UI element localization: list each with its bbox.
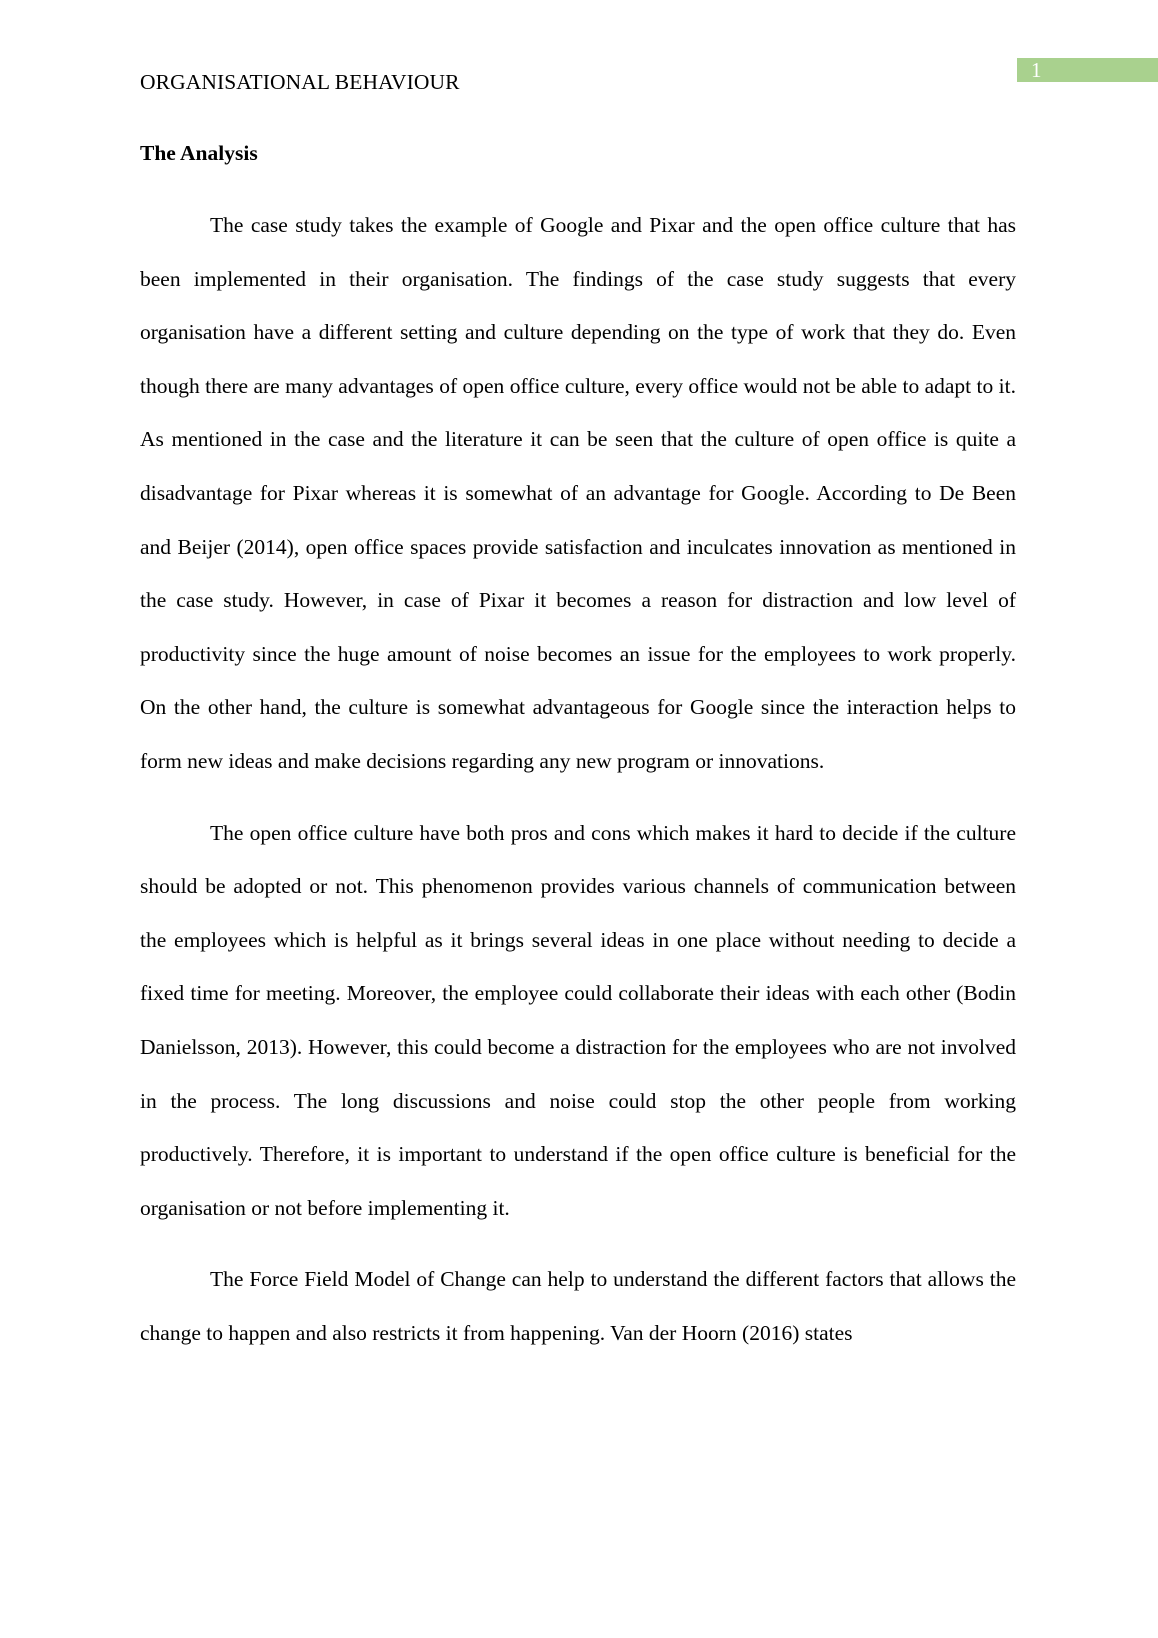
- paragraph-3: The Force Field Model of Change can help to understand the different factors that allows the change to happen and also restricts it from happening. Van der Hoorn (2016) states: [140, 1267, 1016, 1345]
- section-heading: The Analysis: [140, 141, 258, 165]
- page-number: 1: [1031, 58, 1042, 82]
- paragraph-1: The case study takes the example of Google and Pixar and the open office culture that has been implemented in their organisation. The findings of the case study suggests that every organisation have a different setting and culture depending on the type of work that they do. Even though there are many advantages of open office culture, every office would not be able to adapt to it. As mentioned in the case and the literature it can be seen that the culture of open office is quite a disadvantage for Pixar whereas it is somewhat of an advantage for Google. According to De Been and Beijer (2014), open office spaces provide satisfaction and inculcates innovation as mentioned in the case study. However, in case of Pixar it becomes a reason for distraction and low level of productivity since the huge amount of noise becomes an issue for the employees to work properly. On the other hand, the culture is somewhat advantageous for Google since the interaction helps to form new ideas and make decisions regarding any new program or innovations.: [140, 213, 1016, 773]
- page-number-tab: [1017, 58, 1158, 82]
- running-head: ORGANISATIONAL BEHAVIOUR: [140, 70, 460, 94]
- paragraph-2: The open office culture have both pros and cons which makes it hard to decide if the culture should be adopted or not. This phenomenon provides various channels of communication between the employees which is helpful as it brings several ideas in one place without needing to decide a fixed time for meeting. Moreover, the employee could collaborate their ideas with each other (Bodin Danielsson, 2013). However, this could become a distraction for the employees who are not involved in the process. The long discussions and noise could stop the other people from working productively. Therefore, it is important to understand if the open office culture is beneficial for the organisation or not before implementing it.: [140, 820, 1016, 1220]
- body-text: [140, 199, 1016, 1378]
